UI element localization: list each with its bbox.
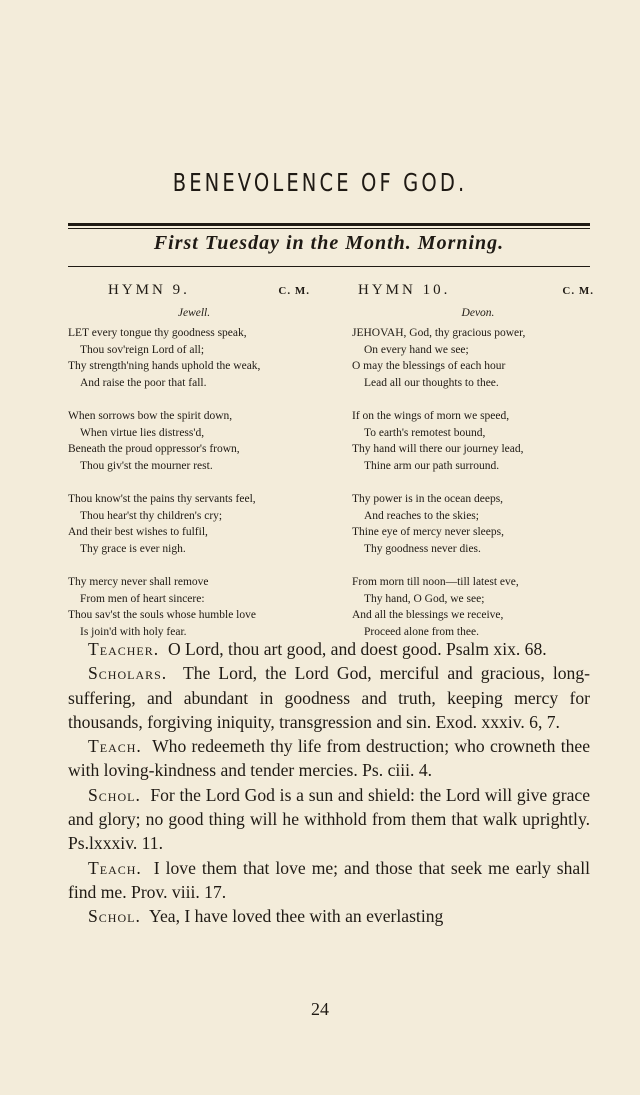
dialogue-paragraph bbox=[68, 734, 590, 783]
dialogue-paragraph bbox=[68, 856, 590, 905]
stanza bbox=[68, 574, 320, 640]
verse-line: Thy goodness never dies. bbox=[364, 542, 481, 555]
header-rule-thick bbox=[68, 223, 590, 226]
hymn-meter: C. M. bbox=[562, 285, 594, 297]
dialogue-text: For the Lord God is a sun and shield: the Lord will give grace and glory; no good thing will he withhold from them that walk uprightly. Ps.lxxxiv. 11. bbox=[68, 784, 590, 854]
subtitle-rule bbox=[68, 266, 590, 267]
speaker-label: Schol. bbox=[88, 906, 141, 927]
page-title: BENEVOLENCE OF GOD. bbox=[172, 168, 468, 197]
speaker-label: Teach. bbox=[88, 736, 142, 757]
dialogue-paragraph bbox=[68, 637, 590, 661]
stanza bbox=[352, 574, 604, 640]
verse-line: And all the blessings we receive, bbox=[352, 609, 504, 621]
hymn-heading bbox=[358, 282, 604, 299]
verse-line: On every hand we see; bbox=[364, 343, 469, 356]
verse-line: Thine eye of mercy never sleeps, bbox=[352, 526, 504, 538]
stanza bbox=[68, 325, 320, 391]
verse-line: Thou hear'st thy children's cry; bbox=[80, 509, 223, 522]
verse-line: And their best wishes to fulfil, bbox=[68, 526, 208, 538]
verse-line: Thy hand, O God, we see; bbox=[364, 592, 485, 605]
verse-line: Is join'd with holy fear. bbox=[80, 625, 187, 638]
verse-line: Thou sav'st the souls whose humble love bbox=[68, 609, 256, 621]
verse-line: Thy hand will there our journey lead, bbox=[352, 443, 524, 455]
verse-line: And raise the poor that fall. bbox=[80, 376, 207, 389]
verse-line: Thine arm our path surround. bbox=[364, 459, 500, 472]
verse-line: If on the wings of morn we speed, bbox=[352, 410, 510, 422]
stanza bbox=[352, 408, 604, 474]
page-number: 24 bbox=[311, 999, 329, 1019]
verse-line: O may the blessings of each hour bbox=[352, 360, 506, 372]
dialogue-text: Yea, I have loved thee with an everlasting bbox=[149, 906, 444, 927]
stanza bbox=[68, 491, 320, 557]
stanza bbox=[352, 325, 604, 391]
hymn-number: HYMN 10. bbox=[358, 282, 451, 298]
hymn-column-left bbox=[68, 282, 320, 657]
verse-line: Thy strength'ning hands uphold the weak, bbox=[68, 360, 261, 372]
verse-line: Thy power is in the ocean deeps, bbox=[352, 493, 504, 505]
verse-line: When virtue lies distress'd, bbox=[80, 426, 205, 439]
verse-line: Thy grace is ever nigh. bbox=[80, 542, 186, 555]
verse-line: Lead all our thoughts to thee. bbox=[364, 376, 499, 389]
verse-line: Proceed alone from thee. bbox=[364, 625, 479, 638]
verse-line: And reaches to the skies; bbox=[364, 509, 479, 522]
verse-line: To earth's remotest bound, bbox=[364, 426, 486, 439]
hymn-number: HYMN 9. bbox=[108, 282, 190, 298]
dialogue-paragraph bbox=[68, 904, 590, 928]
dialogue-paragraph bbox=[68, 783, 590, 856]
speaker-label: Teach. bbox=[88, 857, 142, 878]
stanza bbox=[68, 408, 320, 474]
hymn-tune: Devon. bbox=[461, 307, 495, 319]
dialogue-text: The Lord, the Lord God, merciful and gracious, long-suffering, and abundant in goodness and truth, keeping mercy for thousands, forgiving iniquity, transgression and sin. Exod. xxxiv. 6, 7. bbox=[68, 663, 590, 732]
verse-line: LET every tongue thy goodness speak, bbox=[68, 327, 247, 339]
section-subtitle: First Tuesday in the Month. Morning. bbox=[153, 232, 505, 254]
verse-line: From men of heart sincere: bbox=[80, 592, 205, 605]
hymn-tune: Jewell. bbox=[177, 307, 211, 319]
speaker-label: Scholars. bbox=[88, 663, 168, 684]
dialogue-text: Who redeemeth thy life from destruction; who crowneth thee with loving-kindness and tender mercies. Ps. ciii. 4. bbox=[68, 736, 591, 781]
verse-line: When sorrows bow the spirit down, bbox=[68, 410, 233, 422]
verse-line: Thy mercy never shall remove bbox=[68, 576, 209, 588]
verse-line: From morn till noon—till latest eve, bbox=[352, 576, 519, 588]
speaker-label: Schol. bbox=[88, 784, 141, 805]
verse-line: Beneath the proud oppressor's frown, bbox=[68, 443, 240, 455]
verse-line: Thou sov'reign Lord of all; bbox=[80, 343, 205, 356]
stanza bbox=[352, 491, 604, 557]
speaker-label: Teacher. bbox=[88, 639, 160, 659]
verse-line: Thou know'st the pains thy servants feel, bbox=[68, 493, 256, 505]
responsive-reading bbox=[68, 637, 590, 929]
verse-line: JEHOVAH, God, thy gracious power, bbox=[352, 327, 526, 339]
hymn-heading bbox=[108, 282, 320, 299]
dialogue-text: O Lord, thou art good, and doest good. Psalm xix. 68. bbox=[167, 639, 547, 659]
hymn-column-right bbox=[352, 282, 604, 657]
verse-line: Thou giv'st the mourner rest. bbox=[80, 459, 213, 472]
hymn-meter: C. M. bbox=[278, 285, 310, 297]
dialogue-text: I love them that love me; and those that seek me early shall find me. Prov. viii. 17. bbox=[68, 857, 591, 902]
dialogue-paragraph bbox=[68, 661, 590, 734]
header-rule-thin bbox=[68, 228, 590, 229]
